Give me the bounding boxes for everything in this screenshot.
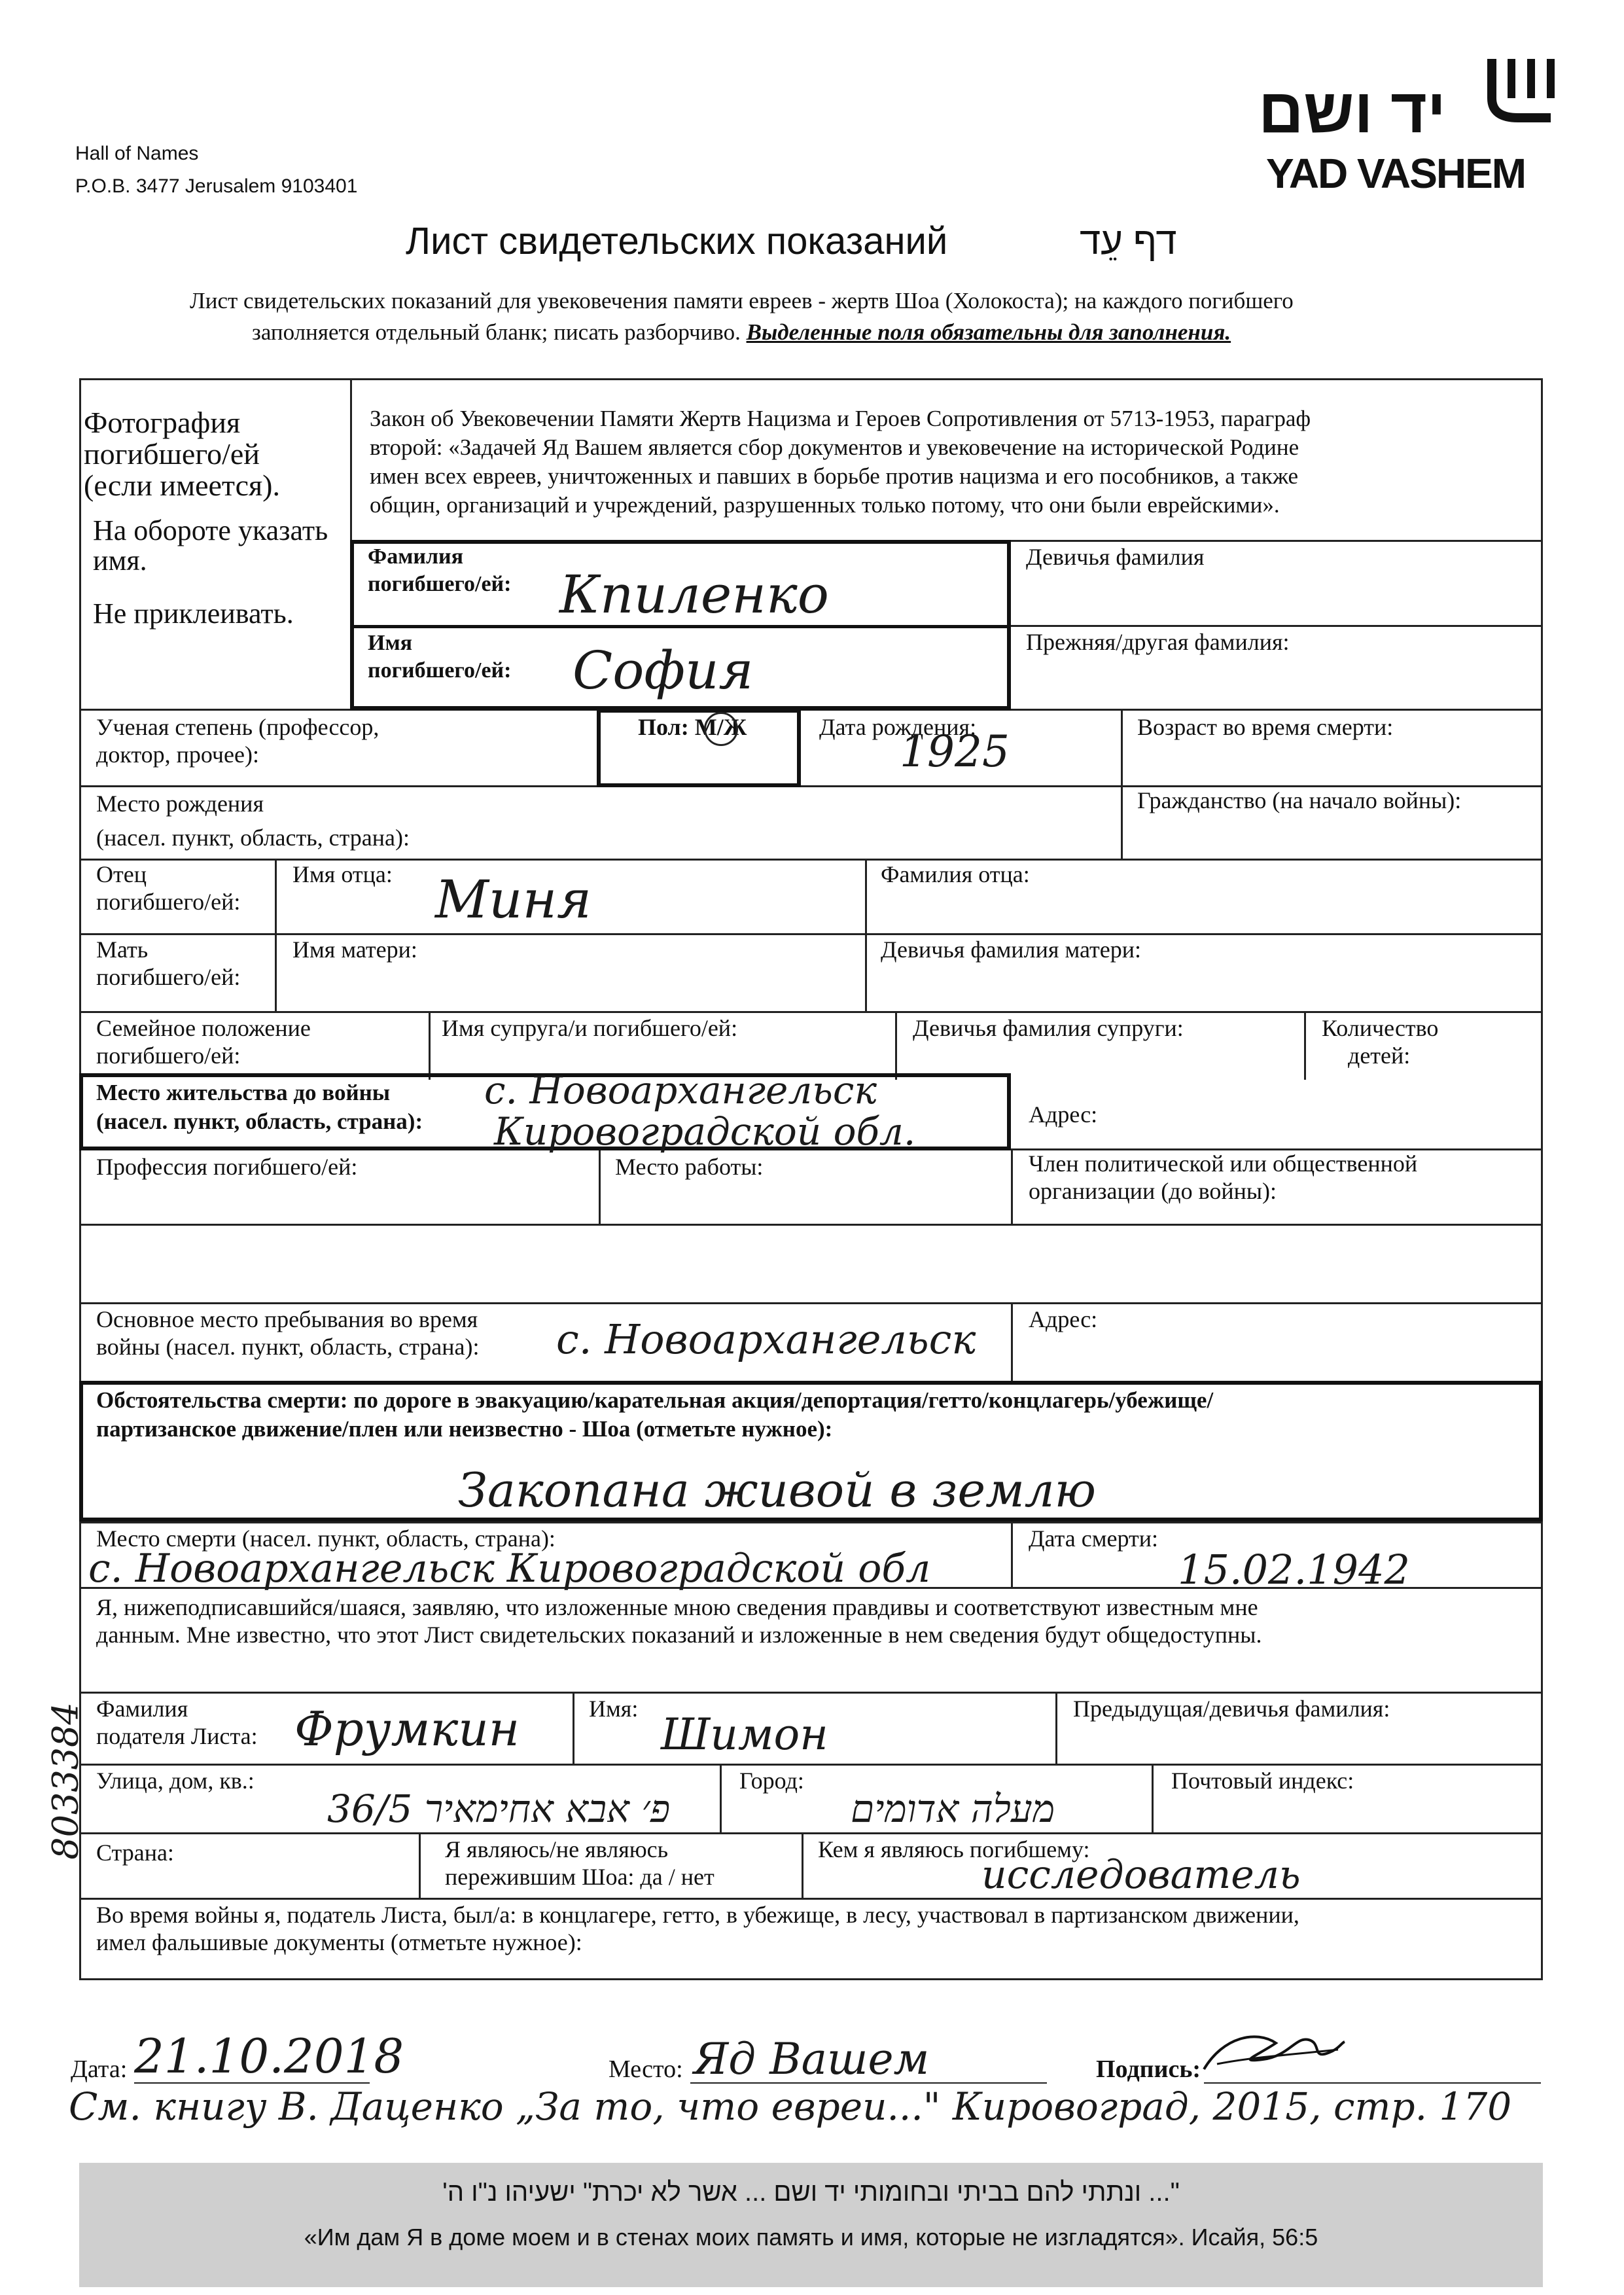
death-place-label: Место смерти (насел. пункт, область, страна): — [96, 1525, 556, 1552]
children-label: Количество детей: — [1322, 1015, 1439, 1069]
relation-value[interactable]: исследователь — [981, 1852, 1301, 1898]
street-label: Улица, дом, кв.: — [96, 1768, 255, 1794]
logo-latin: YAD VASHEM — [1266, 150, 1526, 197]
father-name-value[interactable]: Миня — [435, 869, 592, 930]
mother-label: Мать погибшего/ей: — [96, 936, 241, 990]
date-value[interactable]: 21.10.2018 — [134, 2029, 404, 2084]
birthplace-label: Место рождения (насел. пункт, область, страна): — [96, 791, 410, 851]
place-label: Место: — [609, 2055, 683, 2083]
page-title-hebrew: דף עֵד — [1080, 220, 1177, 262]
circumstances-label: Обстоятельства смерти: по дороге в эвакуацию/карательная акция/депортация/гетто/концлагерь/убежище/ партизанское движение/плен или неизвестно - Шоа (отметьте нужное): — [96, 1387, 1214, 1442]
address-label: Адрес: — [1029, 1101, 1098, 1128]
spouse-name-label: Имя супруга/и погибшего/ей: — [442, 1015, 738, 1041]
death-date-value[interactable]: 15.02.1942 — [1178, 1546, 1410, 1593]
yad-vashem-flame-icon — [1479, 52, 1564, 131]
birthdate-value[interactable]: 1925 — [900, 726, 1010, 777]
war-place-value[interactable]: с. Новоархангельск — [556, 1315, 976, 1363]
footer-russian-quote: «Им дам Я в доме моем и в стенах моих память и имя, которые не изгладятся». Исайя, 56:5 — [304, 2224, 1318, 2251]
name-value[interactable]: София — [573, 640, 754, 701]
residence-label: Место жительства до войны (насел. пункт, область, страна): — [96, 1080, 423, 1134]
death-date-label: Дата смерти: — [1029, 1525, 1159, 1552]
photo-label: Фотография погибшего/ей (если имеется). — [84, 406, 280, 502]
sub-surname-label: Фамилия подателя Листа: — [96, 1696, 258, 1749]
handwritten-note: См. книгу В. Даценко „За то, что евреи..." Кировоград, 2015, стр. 170 — [69, 2084, 1512, 2129]
mother-maiden-label: Девичья фамилия матери: — [881, 936, 1142, 963]
workplace-label: Место работы: — [615, 1154, 764, 1180]
profession-label: Профессия погибшего/ей: — [96, 1154, 358, 1180]
org-name: Hall of Names — [75, 143, 199, 164]
signature-label: Подпись: — [1096, 2055, 1201, 2083]
photo-note-2: Не приклеивать. — [93, 597, 294, 630]
relation-label: Кем я являюсь погибшему: — [818, 1836, 1090, 1862]
war-place-label: Основное место пребывания во время войны (насел. пункт, область, страна): — [96, 1306, 480, 1360]
country-label: Страна: — [96, 1840, 174, 1866]
intro-text-2: заполняется отдельный бланк; писать разборчиво. Выделенные поля обязательны для заполнения. — [252, 319, 1231, 345]
circumstances-value[interactable]: Закопана живой в землю — [458, 1463, 1096, 1518]
org-address: P.O.B. 3477 Jerusalem 9103401 — [75, 175, 358, 197]
father-name-label: Имя отца: — [292, 861, 393, 887]
date-label: Дата: — [71, 2055, 128, 2083]
death-place-value[interactable]: с. Новоархангельск Кировоградской обл — [88, 1546, 931, 1592]
intro-required: Выделенные поля обязательны для заполнения. — [746, 319, 1231, 345]
page-title: Лист свидетельских показаний — [406, 220, 948, 262]
zip-label: Почтовый индекс: — [1171, 1768, 1354, 1794]
declaration-text: Я, нижеподписавшийся/шаяся, заявляю, что изложенные мною сведения правдивы и соответствуют известным мне данным. Мне известно, что этот Лист свидетельских показаний и изложенные в нем сведения будут общедоступны. — [96, 1594, 1262, 1648]
member-label: Член политической или общественной организации (до войны): — [1029, 1150, 1418, 1204]
sub-name-label: Имя: — [589, 1696, 639, 1722]
sub-prev-label: Предыдущая/девичья фамилия: — [1073, 1696, 1390, 1722]
footer-hebrew-quote: "... ונתתי להם בביתי ובחומותי יד ושם ... אשר לא יכרת" ישעיהו נ"ו ה' — [442, 2178, 1180, 2207]
father-label: Отец погибшего/ей: — [96, 861, 241, 915]
place-value[interactable]: Яд Вашем — [694, 2034, 930, 2084]
margin-number: 8033384 — [44, 1702, 86, 1860]
birthdate-label: Дата рождения: — [819, 714, 977, 740]
prev-surname-label: Прежняя/другая фамилия: — [1026, 629, 1290, 655]
residence-value-1[interactable]: с. Новоархангельск — [484, 1068, 877, 1112]
logo-hebrew: יד ושם — [1258, 76, 1446, 146]
city-value[interactable]: מעלה אדומים — [851, 1787, 1055, 1831]
father-surname-label: Фамилия отца: — [881, 861, 1030, 887]
signature-mark — [1197, 2023, 1348, 2082]
name-label: Имя погибшего/ей: — [368, 631, 512, 683]
maiden-label: Девичья фамилия — [1026, 544, 1205, 570]
survivor-label: Я являюсь/не являюсь пережившим Шоа: да / нет — [445, 1836, 715, 1890]
law-text: Закон об Увековечении Памяти Жертв Нацизма и Героев Сопротивления от 5713-1953, параграф второй: «Задачей Яд Вашем является сбор документов и увековечение на исторической Родине имен всех евреев, уничтоженных и павших в борьбе против нацизма и его пособников, а также общин, организаций и учреждений, разрушенных только потому, что они были еврейскими». — [370, 406, 1311, 518]
spouse-maiden-label: Девичья фамилия супруги: — [913, 1015, 1184, 1041]
surname-value[interactable]: Кпиленко — [559, 564, 829, 625]
marital-label: Семейное положение погибшего/ей: — [96, 1015, 311, 1069]
city-label: Город: — [739, 1768, 804, 1794]
intro-text: Лист свидетельских показаний для увековечения памяти евреев - жертв Шоа (Холокоста); на каждого погибшего — [190, 288, 1294, 313]
age-label: Возраст во время смерти: — [1137, 714, 1394, 740]
photo-note: На обороте указать имя. — [93, 514, 328, 577]
mother-name-label: Имя матери: — [292, 936, 417, 963]
residence-value-2[interactable]: Кировоградской обл. — [494, 1109, 916, 1154]
surname-label: Фамилия погибшего/ей: — [368, 544, 512, 596]
sex-circle-mark — [704, 712, 738, 746]
citizenship-label: Гражданство (на начало войны): — [1137, 787, 1462, 813]
sub-name-value[interactable]: Шимон — [661, 1709, 828, 1760]
during-war-label: Во время войны я, податель Листа, был/а: в концлагере, гетто, в убежище, в лесу, участвовал в партизанском движении, имел фальшивые документы (отметьте нужное): — [96, 1902, 1299, 1955]
sex-label: Пол: М/Ж — [638, 714, 747, 740]
street-value[interactable]: 36/5 פ׳ אבא אחימאיר — [327, 1787, 671, 1831]
degree-label: Ученая степень (профессор, доктор, прочее): — [96, 714, 380, 768]
sub-surname-value[interactable]: Фрумкин — [294, 1701, 520, 1756]
address2-label: Адрес: — [1029, 1306, 1098, 1332]
